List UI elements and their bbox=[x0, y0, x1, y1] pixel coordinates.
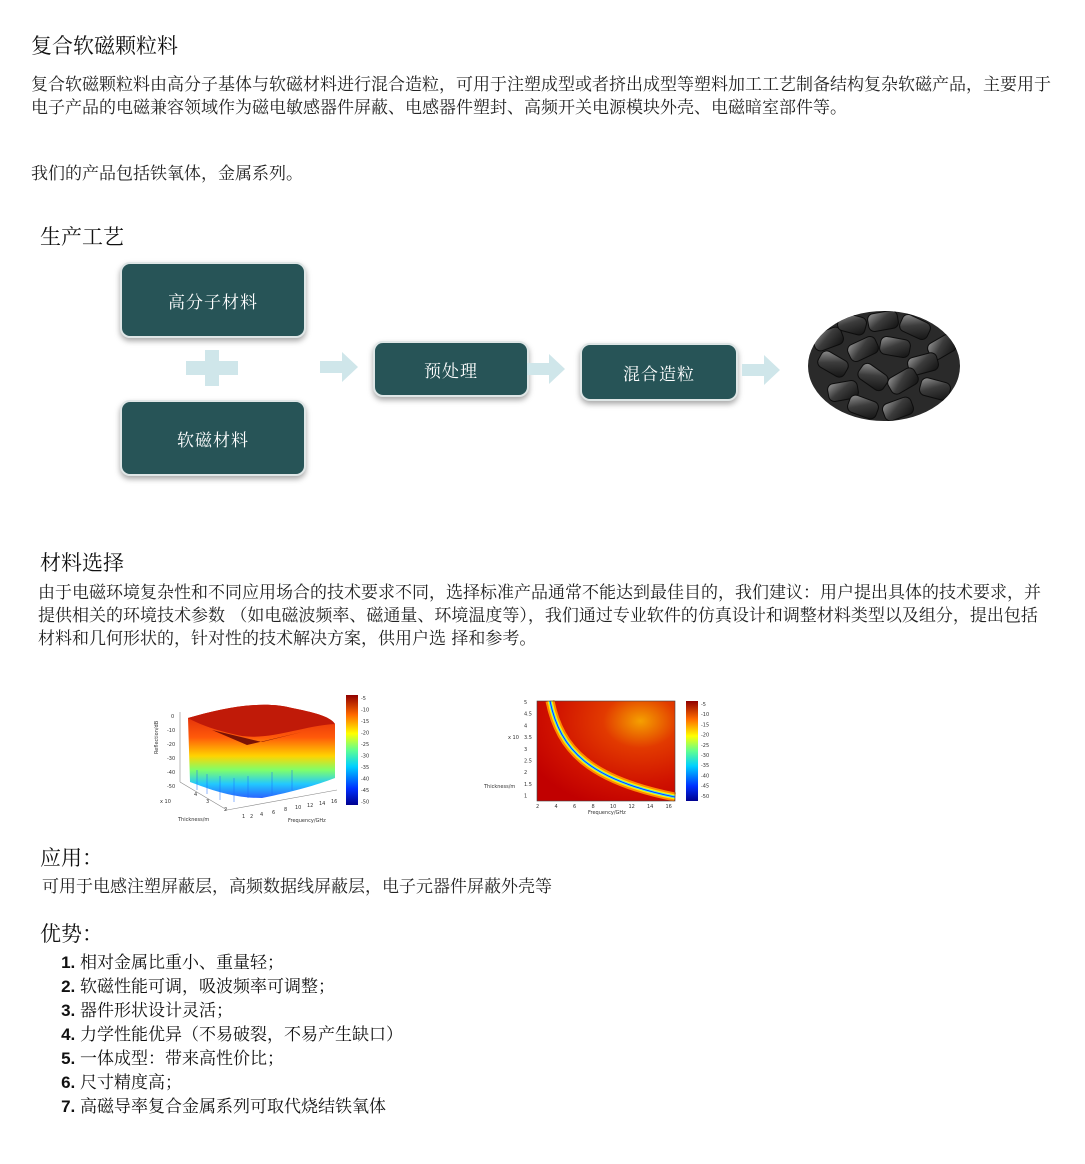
colorbar-tick: -40 bbox=[701, 773, 710, 780]
products-line: 我们的产品包括铁氧体，金属系列。 bbox=[31, 164, 303, 184]
freq-tick: 8 bbox=[284, 807, 288, 813]
x-tick: 2 bbox=[536, 804, 540, 810]
freq-tick: 10 bbox=[295, 805, 302, 811]
colorbar-tick: -25 bbox=[701, 742, 710, 749]
y-tick: 0 bbox=[171, 714, 175, 720]
freq-tick: 2 bbox=[250, 814, 254, 820]
thickness-tick: 1 bbox=[242, 814, 246, 820]
polymer-material-box: 高分子材料 bbox=[120, 262, 306, 338]
thickness-label: Thickness/m bbox=[178, 817, 210, 823]
right-chart-ylabel: Thickness/m bbox=[484, 784, 516, 790]
y-tick: -20 bbox=[167, 742, 176, 748]
right-chart-xlabel: Frequency/GHz bbox=[588, 810, 626, 816]
reflection-surface-chart bbox=[152, 690, 382, 830]
x-tick: 12 bbox=[628, 804, 635, 810]
list-item: 1. 相对金属比重小、重量轻； bbox=[80, 951, 403, 975]
list-item: 2. 软磁性能可调，吸波频率可调整； bbox=[80, 975, 403, 999]
colorbar-tick: -40 bbox=[361, 776, 370, 783]
colorbar-tick: -10 bbox=[361, 707, 370, 714]
list-item: 3. 器件形状设计灵活； bbox=[80, 999, 403, 1023]
material-paragraph: 由于电磁环境复杂性和不同应用场合的技术要求不同，选择标准产品通常不能达到最佳目的，我们建议：用户提出具体的技术要求，并提供相关的环境技术参数 （如电磁波频率、磁通量、环境温度等），我们通过专业软件的仿真设计和调整材料类型以及组分，提出包括材料和几何形状的，针对性的技术解决方案，供用户选 择和参考。 bbox=[38, 583, 1041, 649]
left-chart-ylabel: Reflection/dB bbox=[154, 720, 160, 754]
arrow-right-icon bbox=[320, 352, 360, 382]
y-tick: 3.5 bbox=[524, 735, 532, 742]
colorbar-tick: -35 bbox=[361, 765, 370, 771]
pretreatment-box: 预处理 bbox=[373, 341, 529, 397]
colorbar-tick: -45 bbox=[701, 783, 710, 790]
thickness-tick: 3 bbox=[206, 799, 210, 805]
colorbar-tick: -20 bbox=[701, 732, 710, 739]
advantages-list bbox=[40, 951, 403, 1119]
y-tick: 5 bbox=[524, 700, 528, 706]
y-tick: -50 bbox=[167, 784, 176, 790]
list-item: 4. 力学性能优异（不易破裂，不易产生缺口） bbox=[80, 1023, 403, 1047]
colorbar-tick: -20 bbox=[361, 730, 370, 737]
colorbar-tick: -15 bbox=[361, 719, 370, 725]
x-tick: 10 bbox=[610, 804, 617, 810]
colorbar-tick: -50 bbox=[361, 799, 370, 806]
freq-tick: 14 bbox=[319, 801, 326, 807]
application-heading: 应用： bbox=[40, 846, 103, 870]
reflection-contour-chart bbox=[480, 695, 710, 820]
colorbar-tick: -30 bbox=[701, 753, 710, 759]
colorbar bbox=[346, 695, 358, 805]
y-tick: 1.5 bbox=[524, 781, 532, 788]
x-tick: 4 bbox=[554, 804, 558, 810]
arrow-right-icon bbox=[742, 355, 782, 385]
y-tick: 4.5 bbox=[524, 711, 532, 718]
arrow-right-icon bbox=[527, 354, 567, 384]
application-text: 可用于电感注塑屏蔽层，高频数据线屏蔽层，电子元器件屏蔽外壳等 bbox=[42, 877, 552, 897]
colorbar-tick: -5 bbox=[701, 702, 706, 708]
mixing-granulation-box: 混合造粒 bbox=[580, 343, 738, 401]
x-tick: 8 bbox=[591, 804, 595, 810]
y-tick: 2 bbox=[524, 770, 528, 777]
y-tick: -30 bbox=[167, 756, 176, 762]
x-tick: 14 bbox=[647, 804, 654, 810]
colorbar-tick: -10 bbox=[701, 712, 710, 719]
frequency-label: Frequency/GHz bbox=[288, 818, 326, 824]
colorbar-tick: -5 bbox=[361, 696, 366, 702]
x-exponent: x 10 bbox=[160, 799, 171, 805]
colorbar-tick: -30 bbox=[361, 753, 370, 760]
freq-tick: 12 bbox=[307, 803, 314, 809]
y-tick: 4 bbox=[524, 723, 528, 730]
y-exponent: x 10 bbox=[508, 735, 519, 741]
freq-tick: 4 bbox=[260, 812, 264, 818]
y-tick: 2.5 bbox=[524, 758, 532, 765]
list-item: 5. 一体成型：带来高性价比； bbox=[80, 1047, 403, 1071]
colorbar-tick: -25 bbox=[361, 742, 370, 748]
colorbar-tick: -45 bbox=[361, 788, 370, 794]
thickness-tick: 2 bbox=[224, 807, 228, 813]
list-item: 7. 高磁导率复合金属系列可取代烧结铁氧体 bbox=[80, 1095, 403, 1119]
freq-tick: 6 bbox=[272, 810, 276, 816]
colorbar bbox=[686, 701, 698, 801]
y-tick: 3 bbox=[524, 746, 528, 753]
colorbar-tick: -50 bbox=[701, 793, 710, 800]
y-tick: -10 bbox=[167, 728, 176, 734]
colorbar-tick: -15 bbox=[701, 722, 710, 729]
freq-tick: 16 bbox=[331, 799, 338, 805]
x-tick: 6 bbox=[573, 804, 577, 810]
granules-photo bbox=[808, 310, 960, 422]
colorbar-tick: -35 bbox=[701, 763, 710, 770]
advantages-heading: 优势： bbox=[40, 922, 103, 946]
y-tick: -40 bbox=[167, 770, 176, 776]
material-heading: 材料选择 bbox=[40, 551, 124, 575]
x-tick: 16 bbox=[665, 804, 672, 810]
soft-magnetic-material-box: 软磁材料 bbox=[120, 400, 306, 476]
page-title: 复合软磁颗粒料 bbox=[31, 34, 178, 58]
process-heading: 生产工艺 bbox=[40, 225, 124, 249]
intro-paragraph: 复合软磁颗粒料由高分子基体与软磁材料进行混合造粒，可用于注塑成型或者挤出成型等塑料加工工艺制备结构复杂软磁产品，主要用于电子产品的电磁兼容领域作为磁电敏感器件屏蔽、电感器件塑封、高频开关电源模块外壳、电磁暗室部件等。 bbox=[31, 75, 1051, 118]
list-item: 6. 尺寸精度高； bbox=[80, 1071, 403, 1095]
thickness-tick: 4 bbox=[194, 792, 198, 798]
plus-icon bbox=[186, 350, 238, 386]
y-tick: 1 bbox=[524, 793, 528, 800]
